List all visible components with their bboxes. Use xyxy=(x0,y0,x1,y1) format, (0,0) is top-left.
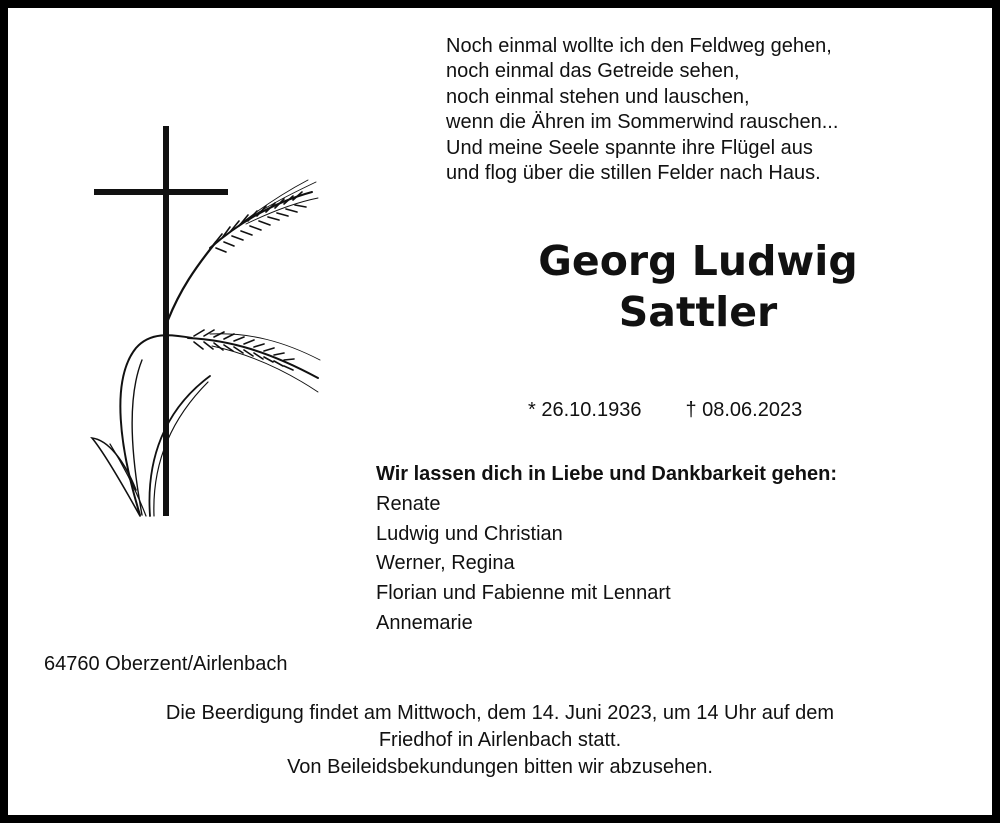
funeral-notice-line: Friedhof in Airlenbach statt. xyxy=(378,729,622,751)
address: 64760 Oberzent/Airlenbach xyxy=(44,653,288,675)
poem-line: Noch einmal wollte ich den Feldweg gehen, xyxy=(446,35,832,57)
poem-line: noch einmal das Getreide sehen, xyxy=(446,60,740,83)
poem-line: Und meine Seele spannte ihre Flügel aus xyxy=(446,136,813,159)
poem-line: wenn die Ähren im Sommerwind rauschen... xyxy=(446,111,839,134)
poem-line: noch einmal stehen und lauschen, xyxy=(446,85,750,108)
mourner-name: Werner, Regina xyxy=(376,552,515,575)
funeral-notice-line: Von Beileidsbekundungen bitten wir abzusehen. xyxy=(287,756,713,778)
memorial-poem xyxy=(446,34,946,186)
deceased-name xyxy=(448,236,948,338)
deceased-last-name: Sattler xyxy=(618,288,778,336)
death-date: † 08.06.2023 xyxy=(685,399,803,421)
life-dates xyxy=(528,398,802,422)
obituary-card xyxy=(8,8,992,815)
birth-date: * 26.10.1936 xyxy=(528,399,642,421)
cross-with-wheat-icon xyxy=(80,120,330,520)
deceased-first-names: Georg Ludwig xyxy=(538,237,858,285)
mourners-heading: Wir lassen dich in Liebe und Dankbarkeit gehen: xyxy=(376,463,838,485)
funeral-notice xyxy=(8,700,992,781)
mourner-name: Renate xyxy=(376,492,441,515)
mourner-name: Ludwig und Christian xyxy=(376,522,563,545)
mourner-name: Florian und Fabienne mit Lennart xyxy=(376,582,671,605)
mourners-list xyxy=(376,460,976,639)
funeral-notice-line: Die Beerdigung findet am Mittwoch, dem 14. Juni 2023, um 14 Uhr auf dem xyxy=(165,702,835,724)
mourner-name: Annemarie xyxy=(376,611,473,634)
poem-line: und flog über die stillen Felder nach Haus. xyxy=(446,162,821,185)
